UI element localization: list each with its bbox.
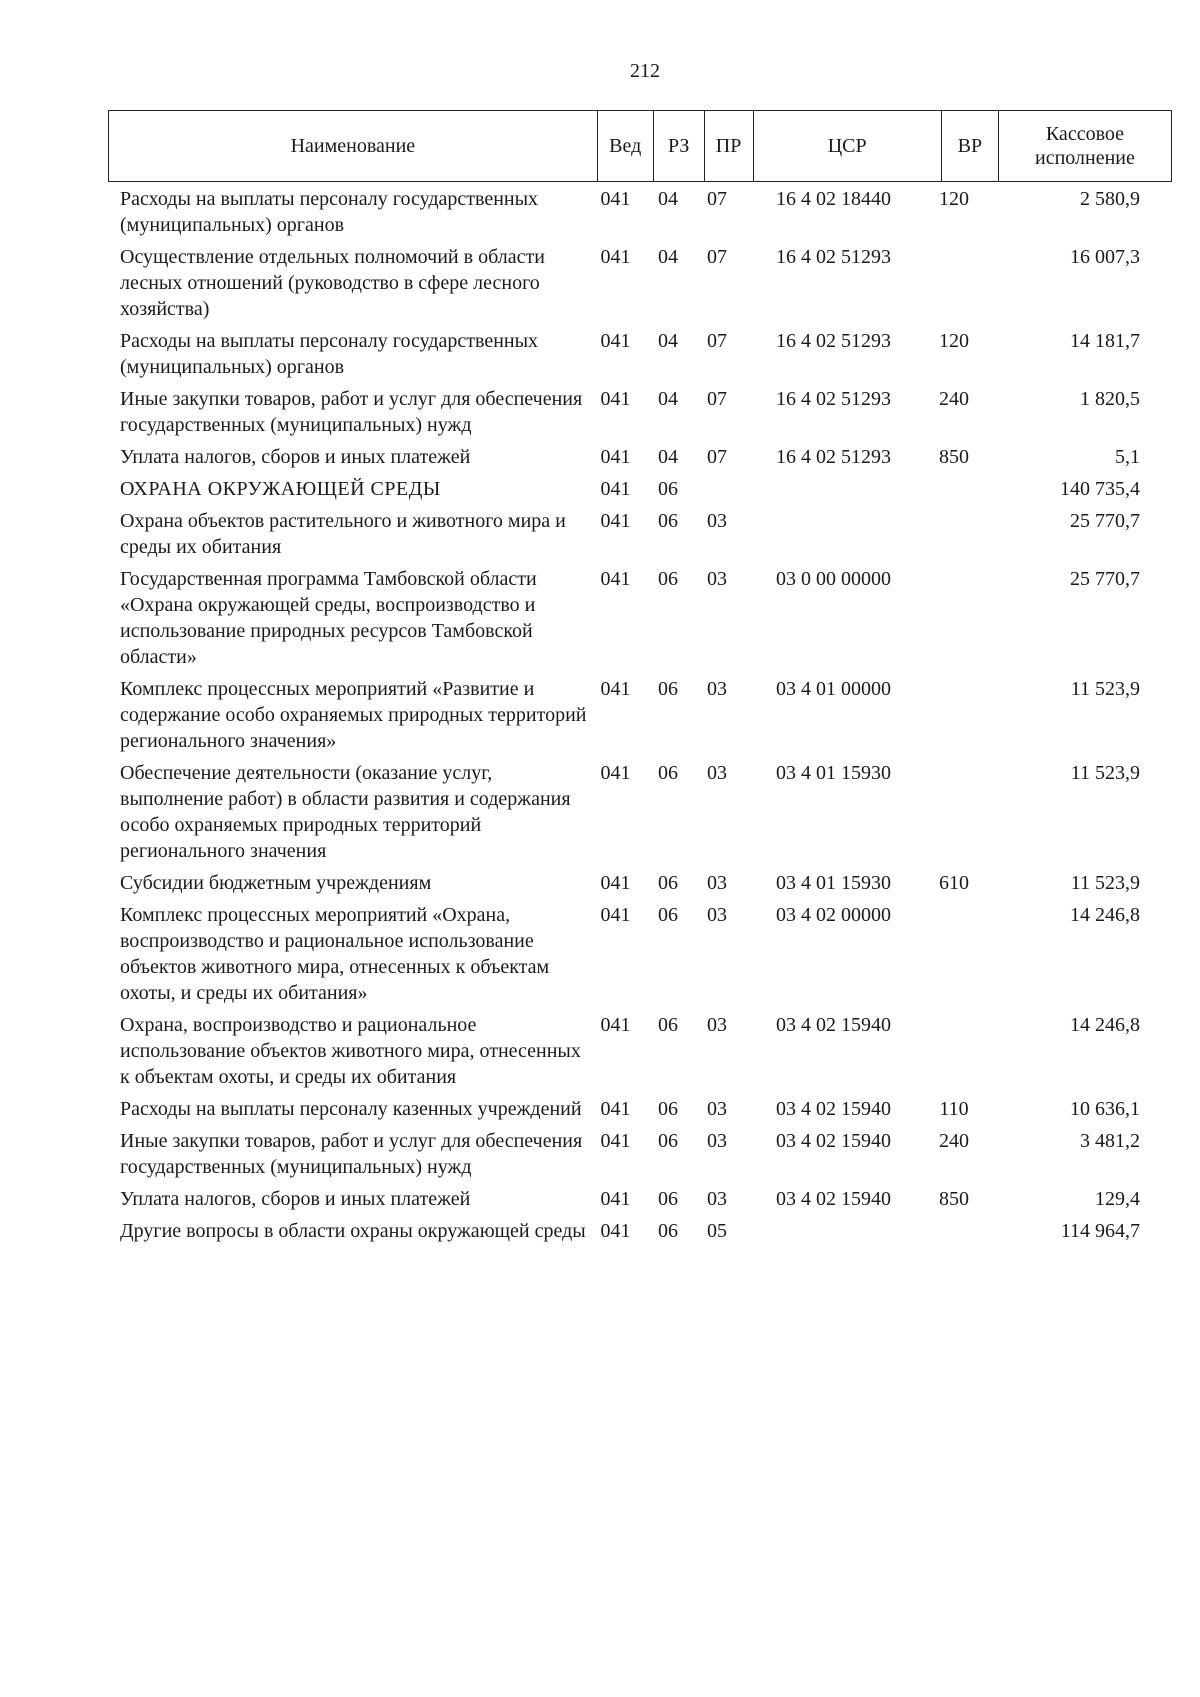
row-ved: 041: [600, 872, 631, 894]
row-pr: 03: [707, 1188, 727, 1210]
row-ved: 041: [600, 188, 631, 210]
row-pr: 07: [707, 330, 727, 352]
row-sum: 129,4: [1095, 1188, 1140, 1210]
page-number: 212: [630, 60, 660, 82]
row-name: Комплекс процессных мероприятий «Развитие и содержание особо охраняемых природных территорий регионального значения»: [120, 678, 587, 752]
row-pr: 03: [707, 762, 727, 784]
row-pr: 07: [707, 446, 727, 468]
row-sum: 11 523,9: [1070, 678, 1140, 700]
row-rz: 06: [658, 1130, 678, 1152]
row-pr: 03: [707, 872, 727, 894]
row-pr: 05: [707, 1220, 727, 1242]
row-pr: [693, 476, 741, 502]
table-body: [108, 186, 1172, 1250]
row-name: Обеспечение деятельности (оказание услуг, выполнение работ) в области развития и содержания особо охраняемых природных территорий регионального значения: [120, 762, 571, 862]
table-row: [108, 566, 1172, 670]
row-sum: 25 770,7: [1070, 510, 1140, 532]
row-vr: [926, 1012, 982, 1090]
row-ved: 041: [600, 1188, 631, 1210]
row-rz: 06: [658, 478, 678, 500]
row-vr: 850: [939, 446, 969, 468]
table-row: [108, 902, 1172, 1006]
row-csr: 03 4 01 15930: [776, 872, 891, 894]
row-pr: 03: [707, 678, 727, 700]
row-sum: 25 770,7: [1070, 568, 1140, 590]
table-row: [108, 186, 1172, 238]
row-vr: [926, 1218, 982, 1244]
row-name: Уплата налогов, сборов и иных платежей: [120, 446, 471, 468]
row-vr: [926, 476, 982, 502]
row-csr: 03 4 02 15940: [776, 1098, 891, 1120]
row-pr: 03: [707, 1098, 727, 1120]
row-sum: 14 246,8: [1070, 904, 1140, 926]
row-name: Иные закупки товаров, работ и услуг для обеспечения государственных (муниципальных) нужд: [120, 388, 583, 436]
row-csr: 03 4 02 15940: [776, 1014, 891, 1036]
row-rz: 06: [658, 904, 678, 926]
row-name: Другие вопросы в области охраны окружающей среды: [120, 1220, 586, 1242]
row-ved: 041: [600, 1098, 631, 1120]
row-rz: 06: [658, 1014, 678, 1036]
row-pr: 03: [707, 1014, 727, 1036]
row-vr: [926, 244, 982, 322]
row-rz: 04: [658, 188, 678, 210]
row-vr: [926, 508, 982, 560]
row-vr: [926, 902, 982, 1006]
row-csr: 03 4 02 15940: [776, 1188, 891, 1210]
column-header-name: Наименование: [109, 111, 598, 182]
row-rz: 06: [658, 1188, 678, 1210]
row-rz: 06: [658, 762, 678, 784]
row-sum: 3 481,2: [1080, 1130, 1140, 1152]
row-sum: 14 246,8: [1070, 1014, 1140, 1036]
table-row: [108, 676, 1172, 754]
row-vr: [926, 760, 982, 864]
row-vr: 850: [939, 1188, 969, 1210]
row-csr: 16 4 02 51293: [776, 446, 891, 468]
table-row: [108, 386, 1172, 438]
row-rz: 06: [658, 1098, 678, 1120]
row-vr: 610: [939, 872, 969, 894]
table-header: [108, 110, 1172, 182]
table-row: [108, 760, 1172, 864]
row-name: Охрана, воспроизводство и рациональное использование объектов животного мира, отнесенных к объектам охоты, и среды их обитания: [120, 1014, 581, 1088]
table-row: [108, 328, 1172, 380]
row-pr: 03: [707, 568, 727, 590]
table-row: [108, 870, 1172, 896]
row-csr: 03 0 00 00000: [776, 568, 891, 590]
row-ved: 041: [600, 330, 631, 352]
row-rz: 04: [658, 330, 678, 352]
row-csr: 16 4 02 18440: [776, 188, 891, 210]
row-pr: 07: [707, 188, 727, 210]
table-row: [108, 1096, 1172, 1122]
row-rz: 04: [658, 446, 678, 468]
row-vr: 120: [939, 188, 969, 210]
row-sum: 11 523,9: [1070, 762, 1140, 784]
row-csr: [741, 508, 926, 560]
row-sum: 11 523,9: [1070, 872, 1140, 894]
row-name: ОХРАНА ОКРУЖАЮЩЕЙ СРЕДЫ: [120, 478, 441, 500]
row-name: Осуществление отдельных полномочий в области лесных отношений (руководство в сфере лесного хозяйства): [120, 246, 545, 320]
row-vr: 110: [939, 1098, 969, 1120]
column-header-vr: ВР: [941, 111, 998, 182]
row-vr: 240: [939, 1130, 969, 1152]
row-pr: 07: [707, 246, 727, 268]
table-row: [108, 508, 1172, 560]
row-rz: 06: [658, 568, 678, 590]
column-header-rz: РЗ: [653, 111, 704, 182]
row-csr: 16 4 02 51293: [776, 330, 891, 352]
row-csr: 03 4 02 15940: [776, 1130, 891, 1152]
column-header-ved: Вед: [597, 111, 653, 182]
column-header-sum: Кассовое исполнение: [998, 111, 1171, 182]
row-csr: 03 4 01 15930: [776, 762, 891, 784]
row-ved: 041: [600, 478, 631, 500]
row-name: Расходы на выплаты персоналу казенных учреждений: [120, 1098, 582, 1120]
row-sum: 114 964,7: [1060, 1220, 1140, 1242]
row-rz: 06: [658, 1220, 678, 1242]
row-name: Уплата налогов, сборов и иных платежей: [120, 1188, 471, 1210]
row-sum: 10 636,1: [1070, 1098, 1140, 1120]
row-ved: 041: [600, 904, 631, 926]
row-vr: 120: [939, 330, 969, 352]
table-row: [108, 1128, 1172, 1180]
table-row: [108, 476, 1172, 502]
row-rz: 04: [658, 246, 678, 268]
row-pr: 03: [707, 510, 727, 532]
table-row: [108, 1012, 1172, 1090]
row-vr: [926, 566, 982, 670]
row-ved: 041: [600, 678, 631, 700]
row-sum: 16 007,3: [1070, 246, 1140, 268]
row-csr: [741, 476, 926, 502]
row-rz: 06: [658, 872, 678, 894]
row-rz: 04: [658, 388, 678, 410]
row-name: Субсидии бюджетным учреждениям: [120, 872, 432, 894]
row-rz: 06: [658, 678, 678, 700]
row-name: Комплекс процессных мероприятий «Охрана, воспроизводство и рациональное использование объектов животного мира, отнесенных к объектам охоты, и среды их обитания»: [120, 904, 550, 1004]
row-vr: 240: [939, 388, 969, 410]
row-ved: 041: [600, 1130, 631, 1152]
row-sum: 5,1: [1115, 446, 1140, 468]
row-csr: 03 4 01 00000: [776, 678, 891, 700]
row-ved: 041: [600, 510, 631, 532]
row-ved: 041: [600, 246, 631, 268]
row-ved: 041: [600, 568, 631, 590]
row-ved: 041: [600, 446, 631, 468]
row-ved: 041: [600, 762, 631, 784]
row-name: Государственная программа Тамбовской области «Охрана окружающей среды, воспроизводство и использование природных ресурсов Тамбовской области»: [120, 568, 537, 668]
row-pr: 03: [707, 904, 727, 926]
row-name: Охрана объектов растительного и животного мира и среды их обитания: [120, 510, 566, 558]
table-row: [108, 1218, 1172, 1244]
row-ved: 041: [600, 388, 631, 410]
row-vr: [926, 676, 982, 754]
row-pr: 07: [707, 388, 727, 410]
row-csr: 16 4 02 51293: [776, 388, 891, 410]
row-sum: 140 735,4: [1060, 478, 1140, 500]
row-ved: 041: [600, 1220, 631, 1242]
row-name: Иные закупки товаров, работ и услуг для обеспечения государственных (муниципальных) нужд: [120, 1130, 583, 1178]
table-row: [108, 244, 1172, 322]
column-header-pr: ПР: [704, 111, 753, 182]
row-pr: 03: [707, 1130, 727, 1152]
row-name: Расходы на выплаты персоналу государственных (муниципальных) органов: [120, 188, 539, 236]
row-sum: 2 580,9: [1080, 188, 1140, 210]
row-rz: 06: [658, 510, 678, 532]
table-row: [108, 444, 1172, 470]
table-row: [108, 1186, 1172, 1212]
row-csr: [741, 1218, 926, 1244]
row-name: Расходы на выплаты персоналу государственных (муниципальных) органов: [120, 330, 539, 378]
row-sum: 1 820,5: [1080, 388, 1140, 410]
column-header-csr: ЦСР: [753, 111, 941, 182]
row-csr: 16 4 02 51293: [776, 246, 891, 268]
row-sum: 14 181,7: [1070, 330, 1140, 352]
row-ved: 041: [600, 1014, 631, 1036]
row-csr: 03 4 02 00000: [776, 904, 891, 926]
